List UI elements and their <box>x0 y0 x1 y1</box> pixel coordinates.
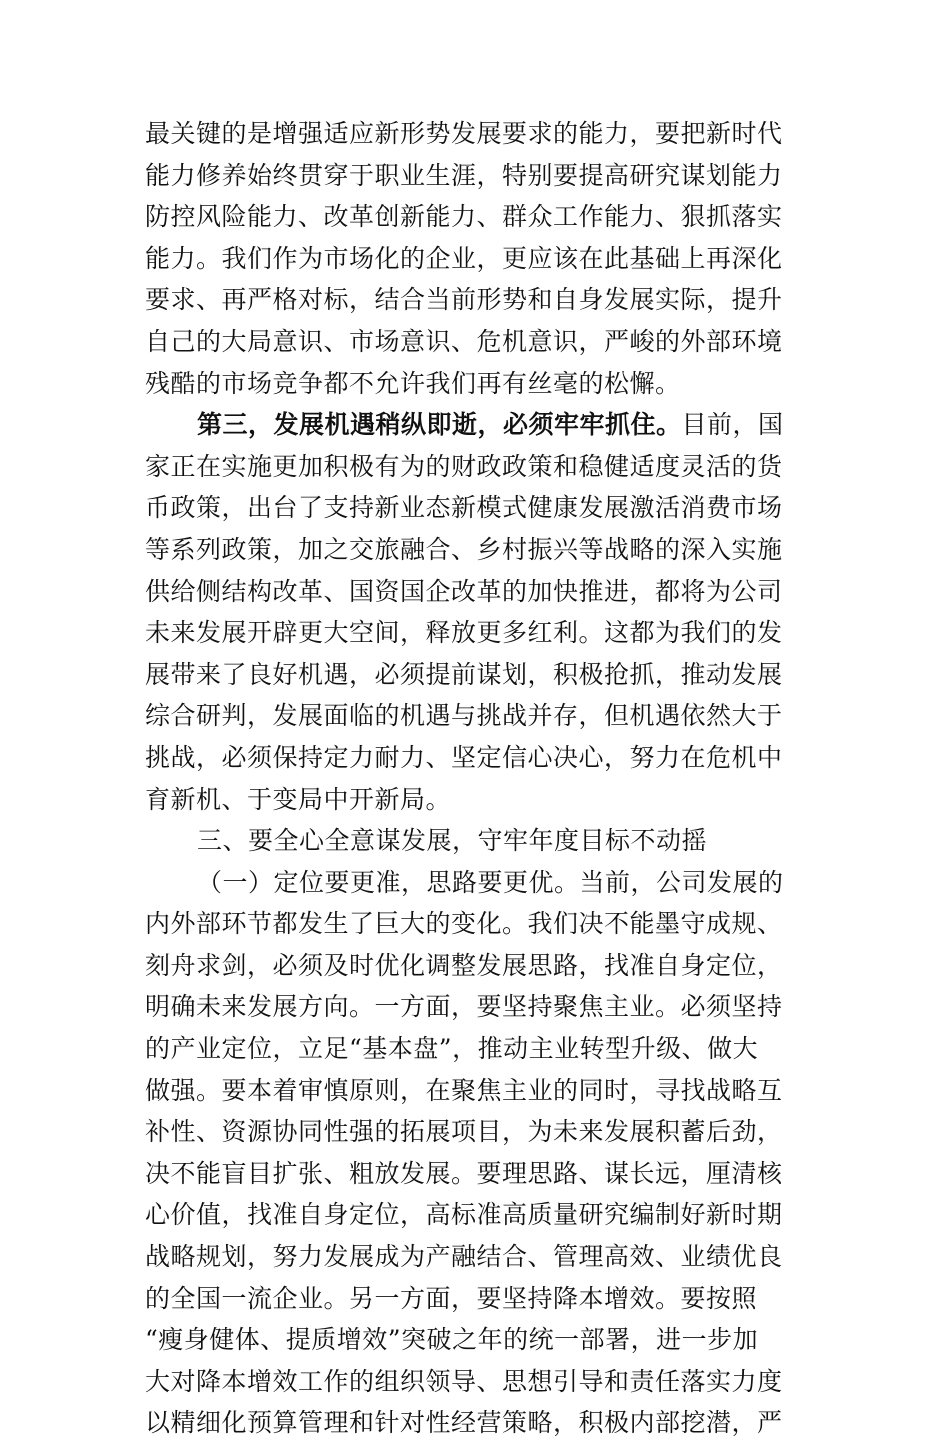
paragraph-first-line <box>145 404 805 446</box>
text-line: 自己的大局意识、市场意识、危机意识，严峻的外部环境 <box>145 326 783 356</box>
text-line: 能力修养始终贯穿于职业生涯，特别要提高研究谋划能力 <box>145 160 783 190</box>
text-line: 大对降本增效工作的组织领导、思想引导和责任落实力度 <box>145 1366 783 1396</box>
text-line: 展带来了良好机遇，必须提前谋划，积极抢抓，推动发展 <box>145 659 783 689</box>
text-line: 的产业定位，立足“基本盘”，推动主业转型升级、做大 <box>145 1034 759 1064</box>
text-line: 币政策，出台了支持新业态新模式健康发展激活消费市场 <box>145 493 783 523</box>
text-line: 未来发展开辟更大空间，释放更多红利。这都为我们的发 <box>145 618 783 648</box>
text-line: 内外部环节都发生了巨大的变化。我们决不能墨守成规、 <box>145 909 783 939</box>
text-line: 家正在实施更加积极有为的财政政策和稳健适度灵活的货 <box>145 451 783 481</box>
text-line: 决不能盲目扩张、粗放发展。要理思路、谋长远，厘清核 <box>145 1158 783 1188</box>
text-line: 综合研判，发展面临的机遇与挑战并存，但机遇依然大于 <box>145 701 783 731</box>
text-line: 防控风险能力、改革创新能力、群众工作能力、狠抓落实 <box>145 202 783 232</box>
text-line: 以精细化预算管理和针对性经营策略，积极内部挖潜，严 <box>145 1408 783 1438</box>
bold-lead-sentence: 第三，发展机遇稍纵即逝，必须牢牢抓住。 <box>197 410 682 440</box>
text-line: 育新机、于变局中开新局。 <box>145 784 452 814</box>
text-line: 残酷的市场竞争都不允许我们再有丝毫的松懈。 <box>145 368 681 398</box>
text-line: 战略规划，努力发展成为产融结合、管理高效、业绩优良 <box>145 1242 783 1272</box>
subsection-first-line: （一）定位要更准，思路要更优。当前，公司发展的 <box>197 867 784 897</box>
text-line: 补性、资源协同性强的拓展项目，为未来发展积蓄后劲， <box>145 1117 783 1147</box>
text-line: 最关键的是增强适应新形势发展要求的能力，要把新时代 <box>145 119 783 148</box>
text-line: 的全国一流企业。另一方面，要坚持降本增效。要按照 <box>145 1283 758 1313</box>
section-heading: 三、要全心全意谋发展，守牢年度目标不动摇 <box>197 826 708 856</box>
text-line: 刻舟求剑，必须及时优化调整发展思路，找准自身定位， <box>145 950 783 980</box>
text-line: 明确未来发展方向。一方面，要坚持聚焦主业。必须坚持 <box>145 992 783 1022</box>
text-line: “瘦身健体、提质增效”突破之年的统一部署，进一步加 <box>145 1325 759 1355</box>
text-line: 供给侧结构改革、国资国企改革的加快推进，都将为公司 <box>145 576 783 606</box>
text-line: 等系列政策，加之交旅融合、乡村振兴等战略的深入实施 <box>145 534 783 564</box>
text-line: 能力。我们作为市场化的企业，更应该在此基础上再深化 <box>145 243 783 273</box>
text-run: 目前，国 <box>681 410 784 440</box>
text-line: 心价值，找准自身定位，高标准高质量研究编制好新时期 <box>145 1200 783 1230</box>
text-line: 要求、再严格对标，结合当前形势和自身发展实际，提升 <box>145 285 783 315</box>
document-body <box>145 113 805 1444</box>
text-line: 做强。要本着审慎原则，在聚焦主业的同时，寻找战略互 <box>145 1075 783 1105</box>
text-line: 挑战，必须保持定力耐力、坚定信心决心，努力在危机中 <box>145 742 783 772</box>
